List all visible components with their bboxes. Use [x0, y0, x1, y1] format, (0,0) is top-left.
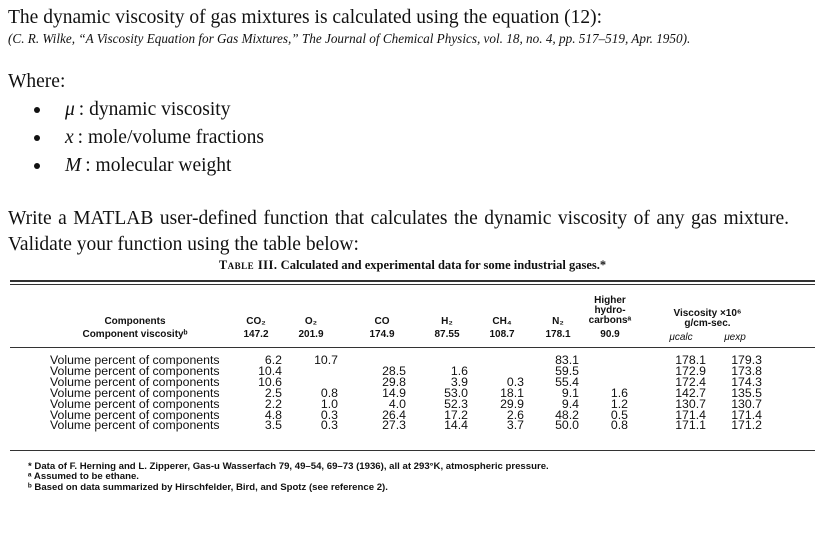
variable-item: [34, 152, 264, 180]
bullet-icon: [34, 163, 40, 169]
variable-symbol: M: [65, 155, 82, 176]
cell-hc: 1.6: [610, 386, 628, 400]
intro-text: The dynamic viscosity of gas mixtures is calculated using the equation (12):: [8, 7, 603, 28]
cell-n2: 55.4: [555, 375, 579, 389]
viscosity-n2: 178.1: [545, 329, 571, 340]
where-label: Where:: [8, 71, 66, 92]
cell-hc: 0.5: [610, 408, 628, 422]
viscosity-hc: 90.9: [600, 329, 620, 340]
cell-calc: 171.1: [675, 418, 706, 432]
cell-calc: 142.7: [675, 386, 706, 400]
row-label: Volume percent of components: [50, 353, 220, 367]
header-mu-exp: μexp: [724, 332, 746, 343]
header-components: Components: [104, 316, 166, 327]
cell-co2: 6.2: [264, 353, 282, 367]
viscosity-h2: 87.55: [434, 329, 460, 340]
cell-co: 28.5: [382, 364, 406, 378]
cell-ch4: 29.9: [500, 397, 524, 411]
variable-description: : dynamic viscosity: [78, 99, 231, 120]
footnote: * Data of F. Herning and L. Zipperer, Gas-u Wasserfach 79, 49–54, 69–73 (1936), all at 293°K, atmospheric pressure.: [28, 461, 549, 472]
cell-h2: 52.3: [444, 397, 468, 411]
footnote: ᵃ Assumed to be ethane.: [28, 471, 139, 482]
cell-calc: 171.4: [675, 408, 706, 422]
cell-h2: 17.2: [444, 408, 468, 422]
cell-co2: 3.5: [264, 418, 282, 432]
cell-o2: 10.7: [314, 353, 338, 367]
cell-h2: 3.9: [450, 375, 468, 389]
cell-ch4: 18.1: [500, 386, 524, 400]
cell-o2: 0.3: [320, 408, 338, 422]
table-caption: [0, 258, 825, 273]
cell-exp: 130.7: [731, 397, 762, 411]
cell-ch4: 3.7: [506, 418, 524, 432]
cell-exp: 173.8: [731, 364, 762, 378]
row-label: Volume percent of components: [50, 364, 220, 378]
cell-co2: 4.8: [264, 408, 282, 422]
variable-symbol: μ: [65, 99, 75, 120]
row-label: Volume percent of components: [50, 386, 220, 400]
cell-h2: 1.6: [450, 364, 468, 378]
cell-n2: 9.1: [561, 386, 579, 400]
header-gas-ch4: CH₄: [492, 316, 512, 327]
cell-co: 29.8: [382, 375, 406, 389]
row-label: Volume percent of components: [50, 375, 220, 389]
cell-n2: 9.4: [561, 397, 579, 411]
cell-calc: 130.7: [675, 397, 706, 411]
cell-n2: 48.2: [555, 408, 579, 422]
cell-ch4: 2.6: [506, 408, 524, 422]
cell-exp: 135.5: [731, 386, 762, 400]
cell-h2: 14.4: [444, 418, 468, 432]
cell-exp: 179.3: [731, 353, 762, 367]
variable-item: [34, 96, 264, 124]
header-higher-hydrocarbons: [580, 296, 640, 326]
table-top-rule: [10, 280, 815, 282]
variable-description: : molecular weight: [85, 155, 232, 176]
viscosity-o2: 201.9: [298, 329, 324, 340]
header-component-viscosity: Component viscosityᵇ: [82, 329, 188, 340]
row-label: Volume percent of components: [50, 418, 220, 432]
table-caption-text: Calculated and experimental data for some industrial gases.*: [280, 258, 607, 272]
cell-calc: 172.4: [675, 375, 706, 389]
table-top-rule-thin: [10, 284, 815, 285]
viscosity-co2: 147.2: [243, 329, 269, 340]
header-higher-line: Higher: [594, 295, 626, 306]
header-gas-co: CO: [374, 316, 390, 327]
footnote: ᵇ Based on data summarized by Hirschfelder, Bird, and Spotz (see reference 2).: [28, 482, 388, 493]
header-gas-co2: CO₂: [246, 316, 266, 327]
variable-symbol: x: [65, 127, 74, 148]
header-higher-line: carbonsᵃ: [588, 315, 632, 326]
header-gas-o2: O₂: [304, 316, 318, 327]
table-header-rule: [10, 347, 815, 348]
cell-co2: 2.5: [264, 386, 282, 400]
cell-n2: 83.1: [555, 353, 579, 367]
cell-o2: 0.3: [320, 418, 338, 432]
cell-o2: 0.8: [320, 386, 338, 400]
task-text: Write a MATLAB user-defined function that calculates the dynamic viscosity of any gas mixture. Validate your function using the table below:: [8, 208, 789, 255]
cell-co: 27.3: [382, 418, 406, 432]
row-label: Volume percent of components: [50, 397, 220, 411]
cell-co2: 10.4: [258, 364, 282, 378]
viscosity-co: 174.9: [369, 329, 395, 340]
viscosity-ch4: 108.7: [489, 329, 515, 340]
cell-ch4: 0.3: [506, 375, 524, 389]
cell-o2: 1.0: [320, 397, 338, 411]
cell-co: 26.4: [382, 408, 406, 422]
cell-exp: 171.4: [731, 408, 762, 422]
cell-n2: 50.0: [555, 418, 579, 432]
variable-item: [34, 124, 264, 152]
cell-exp: 171.2: [731, 418, 762, 432]
variable-description: : mole/volume fractions: [77, 127, 264, 148]
row-label: Volume percent of components: [50, 408, 220, 422]
cell-co2: 10.6: [258, 375, 282, 389]
cell-hc: 0.8: [610, 418, 628, 432]
cell-co2: 2.2: [264, 397, 282, 411]
header-mu-calc: μcalc: [669, 332, 693, 343]
header-higher-line: hydro-: [594, 305, 626, 316]
bullet-icon: [34, 107, 40, 113]
reference-citation: (C. R. Wilke, “A Viscosity Equation for Gas Mixtures,” The Journal of Chemical Physics, vol. 18, no. 4, pp. 517–519, Apr. 1950).: [8, 31, 691, 46]
header-viscosity: Viscosity ×10⁶: [673, 308, 742, 319]
table-caption-label: Table III.: [218, 258, 278, 272]
cell-calc: 178.1: [675, 353, 706, 367]
table-bottom-rule: [10, 450, 815, 451]
cell-h2: 53.0: [444, 386, 468, 400]
cell-co: 4.0: [388, 397, 406, 411]
header-gas-h2: H₂: [441, 316, 453, 327]
cell-hc: 1.2: [610, 397, 628, 411]
cell-calc: 172.9: [675, 364, 706, 378]
cell-exp: 174.3: [731, 375, 762, 389]
cell-co: 14.9: [382, 386, 406, 400]
variable-list: [34, 96, 264, 180]
cell-n2: 59.5: [555, 364, 579, 378]
bullet-icon: [34, 135, 40, 141]
header-gas-n2: N₂: [552, 316, 564, 327]
header-viscosity-units: g/cm-sec.: [684, 318, 731, 329]
